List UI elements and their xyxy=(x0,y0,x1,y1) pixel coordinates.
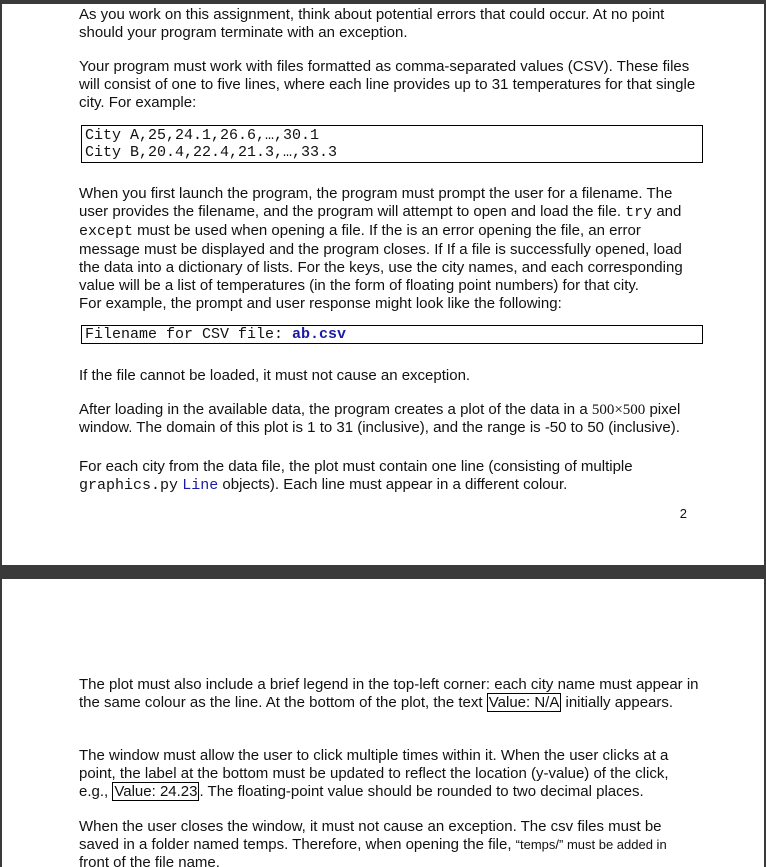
text: For example, the prompt and user response might look like the following: xyxy=(79,295,562,312)
paragraph-plot-window xyxy=(79,401,699,437)
paragraph-load-fail: If the file cannot be loaded, it must not cause an exception. xyxy=(79,367,471,384)
code-line-class: Line xyxy=(182,477,219,494)
text: and xyxy=(652,203,682,220)
text: The window must allow the user to click multiple times within it. When the user clicks at a point, the label at the bottom must be updated to reflect the location (y-value) of the click, e.g., xyxy=(79,747,669,800)
csv-example-line: City A,25,24.1,26.6,…,30.1 xyxy=(85,127,320,144)
text: When you first launch the program, the program must prompt the user for a filename. The user provides the filename, and the program will attempt to open and load the file. xyxy=(79,185,673,220)
csv-example-line: City B,20.4,22.4,21.3,…,33.3 xyxy=(85,144,338,161)
window-dimensions: 500×500 xyxy=(591,402,646,418)
code-except: except xyxy=(79,223,134,240)
text: For each city from the data file, the plot must contain one line (consisting of multiple xyxy=(79,458,633,475)
text: . The floating-point value should be rounded to two decimal places. xyxy=(199,783,644,800)
text: objects). Each line must appear in a different colour. xyxy=(218,476,568,493)
folder-path-note: “temps/” must be added in xyxy=(515,837,667,852)
csv-example-box xyxy=(81,125,703,163)
text: front of the file name. xyxy=(79,854,220,867)
prompt-input: ab.csv xyxy=(292,326,347,343)
paragraph-lines xyxy=(79,458,699,495)
prompt-example-box xyxy=(81,325,703,344)
document-page-1 xyxy=(2,4,764,565)
text: After loading in the available data, the program creates a plot of the data in a xyxy=(79,401,592,418)
prompt-label: Filename for CSV file: xyxy=(85,326,293,343)
value-label-example: Value: 24.23 xyxy=(114,783,198,800)
code-graphics-module: graphics.py xyxy=(79,477,179,494)
text: initially appears. xyxy=(561,694,674,711)
paragraph-close-window xyxy=(79,818,699,867)
paragraph-clicks xyxy=(79,747,699,801)
text: The plot must also include a brief legend in the top-left corner: each city name must appear in the same colour as the line. At the bottom of the plot, the text xyxy=(79,676,699,711)
page-number: 2 xyxy=(679,506,687,521)
paragraph-errors: As you work on this assignment, think about potential errors that could occur. At no point should your program terminate with an exception. xyxy=(79,6,665,41)
text: When the user closes the window, it must not cause an exception. The csv files must be saved in a folder named temps. Therefore, when opening the file, xyxy=(79,818,662,853)
paragraph-launch xyxy=(79,185,699,313)
document-page-2 xyxy=(2,579,764,867)
value-label-example: Value: N/A xyxy=(488,694,560,711)
paragraph-csv-format: Your program must work with files formatted as comma-separated values (CSV). These files will consist of one to five lines, where each line provides up to 31 temperatures for that single city. For example: xyxy=(79,58,696,111)
code-try: try xyxy=(625,204,653,221)
text: must be used when opening a file. If the is an error opening the file, an error message must be displayed and the program closes. If If a file is successfully opened, load the data into a dictionary of lists. For the keys, use the city names, and each corresponding value will be a list of temperatures (in the form of floating point numbers) for that city. xyxy=(79,222,683,294)
paragraph-legend xyxy=(79,676,699,712)
text: pixel window. The domain of this plot is 1 to 31 (inclusive), and the range is -50 to 50 (inclusive). xyxy=(79,401,681,436)
